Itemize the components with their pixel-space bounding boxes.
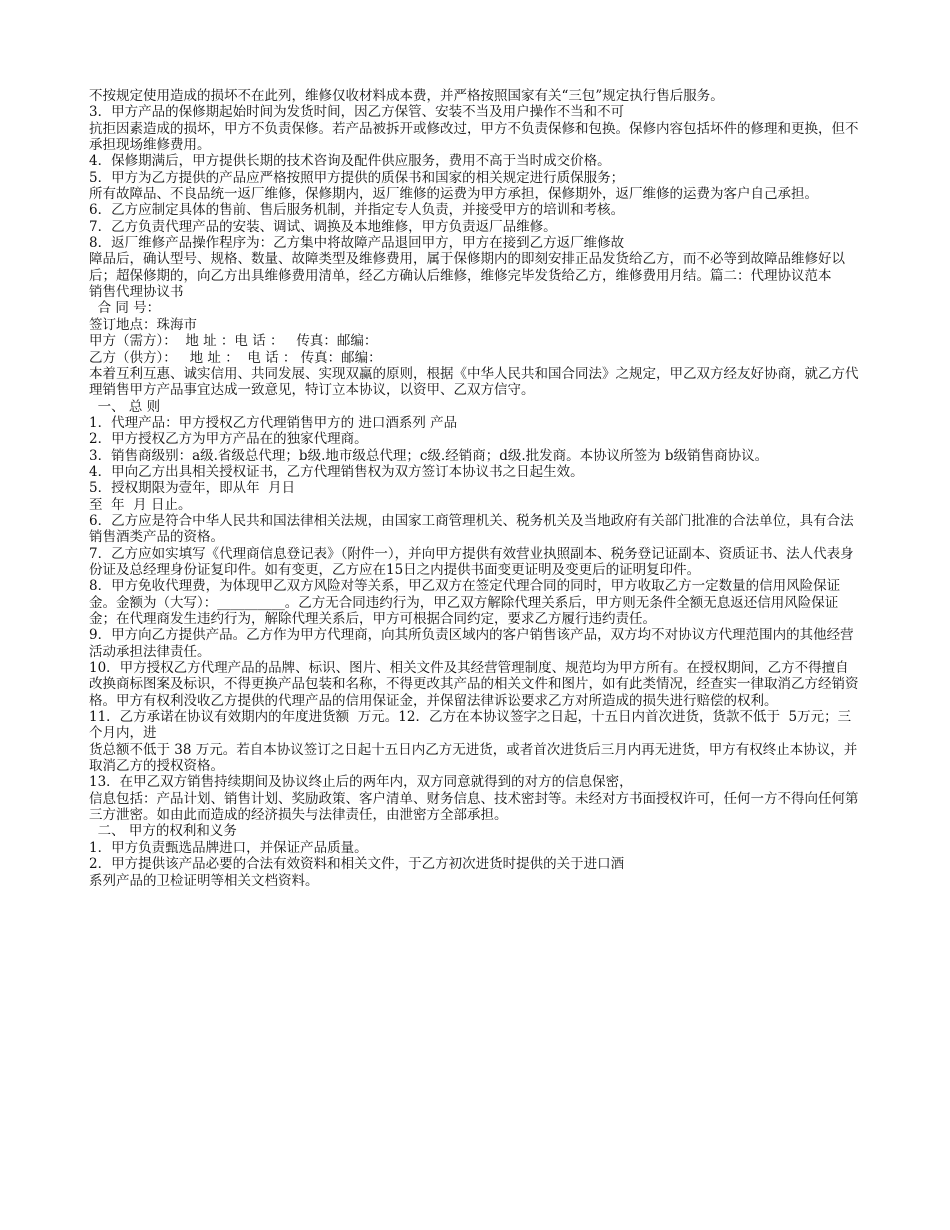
signing-location: 签订地点：珠海市: [89, 316, 197, 333]
clause: 4．甲向乙方出具相关授权证书，乙方代理销售权为双方签订本协议书之日起生效。: [89, 463, 584, 480]
clause: 11．乙方承诺在协议有效期内的年度进货额 万元。12．乙方在本协议签字之日起，十五日内首次进货，货款不低于 5万元；三个月内，进: [89, 709, 852, 742]
text-line: 抗拒因素造成的损坏，甲方不负责保修。若产品被拆开或修改过，甲方不负责保修和包换。保修内容包括坏件的修理和更换，但不承担现场维修费用。: [89, 120, 859, 154]
clause: 9．甲方向乙方提供产品。乙方作为甲方代理商，向其所负责区域内的客户销售该产品，双方均不对协议方代理范围内的其他经营活动承担法律责任。: [89, 627, 854, 660]
party-b-info: 乙方（供方）： 地 址 ： 电 话 ： 传真：邮编：: [89, 349, 382, 366]
text-line: 4．保修期满后，甲方提供长期的技术咨询及配件供应服务，费用不高于当时成交价格。: [89, 153, 611, 170]
preamble: 本着互利互惠、诚实信用、共同发展、实现双赢的原则，根据《中华人民共和国合同法》之规定，甲乙双方经友好协商，就乙方代理销售甲方产品事宜达成一致意见，特订立本协议，以资甲、乙双方信守。: [89, 365, 859, 399]
text-line: 障品后，确认型号、规格、数量、故障类型及维修费用，属于保修期内的即刻安排正品发货给乙方，而不必等到故障品维修好以后；超保修期的，向乙方出具维修费用清单，经乙方确认后维修，维修完毕发货给乙方，维修费用月结。篇二：代理协议范本: [89, 251, 845, 284]
clause: 货总额不低于 38 万元。若自本协议签订之日起十五日内乙方无进货，或者首次进货后三月内再无进货，甲方有权终止本协议，并取消乙方的授权资格。: [89, 741, 858, 775]
text-line: 所有故障品、不良品统一返厂维修，保修期内，返厂维修的运费为甲方承担，保修期外，返厂维修的运费为客户自己承担。: [89, 186, 818, 203]
text-line: 7．乙方负责代理产品的安装、调试、调换及本地维修，甲方负责返厂品维修。: [89, 218, 557, 235]
text-line: 8．返厂维修产品操作程序为：乙方集中将故障产品退回甲方，甲方在接到乙方返厂维修故: [89, 235, 625, 252]
document-title: 销售代理协议书: [89, 284, 184, 301]
clause: 至 年 月 日止。: [89, 496, 192, 513]
clause: 6．乙方应是符合中华人民共和国法律相关法规，由国家工商管理机关、税务机关及当地政府有关部门批准的合法单位，具有合法销售酒类产品的资格。: [89, 512, 854, 546]
document-body: [89, 88, 861, 889]
clause: 1．代理产品：甲方授权乙方代理销售甲方的 进口酒系列 产品: [89, 414, 458, 431]
text-line: 不按规定使用造成的损坏不在此列，维修仅收材料成本费，并严格按照国家有关“三包”规定执行售后服务。: [89, 88, 724, 104]
clause: 1．甲方负责甄选品牌进口，并保证产品质量。: [89, 839, 368, 856]
clause: 5．授权期限为壹年，即从年 月日: [89, 480, 296, 497]
clause: 7．乙方应如实填写《代理商信息登记表》（附件一），并向甲方提供有效营业执照副本、税务登记证副本、资质证书、法人代表身份证及总经理身份证复印件。如有变更，乙方应在15日之内提供书面变更证明及变更后的证明复印件。: [89, 545, 854, 578]
section-heading-party-a-rights: 二、 甲方的权利和义务: [89, 823, 237, 840]
section-heading-general: 一、 总 则: [89, 398, 161, 415]
clause: 2．甲方授权乙方为甲方产品在的独家代理商。: [89, 431, 368, 448]
clause: 3．销售商级别：a级.省级总代理；b级.地市级总代理；c级.经销商；d级.批发商。本协议所签为 b级销售商协议。: [89, 447, 769, 464]
text-line: 5．甲方为乙方提供的产品应严格按照甲方提供的质保书和国家的相关规定进行质保服务；: [89, 169, 625, 186]
contract-number: 合 同 号：: [89, 300, 161, 317]
party-a-info: 甲方（需方）： 地 址 ：电 话 ： 传真：邮编：: [89, 333, 378, 350]
clause: 信息包括：产品计划、销售计划、奖励政策、客户清单、财务信息、技术密封等。未经对方书面授权许可，任何一方不得向任何第三方泄密。如由此而造成的经济损失与法律责任，由泄密方全部承担。: [89, 790, 859, 824]
text-line: 3．甲方产品的保修期起始时间为发货时间，因乙方保管、安装不当及用户操作不当和不可: [89, 104, 625, 121]
text-line: 6．乙方应制定具体的售前、售后服务机制，并指定专人负责，并接受甲方的培训和考核。: [89, 202, 625, 219]
clause: 8．甲方免收代理费，为体现甲乙双方风险对等关系，甲乙双方在签定代理合同的同时，甲方收取乙方一定数量的信用风险保证金。金额为（大写）：__________。乙方无合同违约行为，甲乙双方解除代理关系后，甲方则无条件全额无息返还信用风险保证金；在代理商发生违约行为，解除代理关系后，甲方可根据合同约定，要求乙方履行违约责任。: [89, 578, 841, 627]
clause: 10．甲方授权乙方代理产品的品牌、标识、图片、相关文件及其经营管理制度、规范均为甲方所有。在授权期间，乙方不得擅自改换商标图案及标识，不得更换产品包装和名称，不得更改其产品的相关文件和图片，如有此类情况，经查实一律取消乙方经销资格。甲方有权利没收乙方提供的代理产品的信用保证金，并保留法律诉讼要求乙方对所造成的损失进行赔偿的权利。: [89, 660, 859, 709]
clause: 2．甲方提供该产品必要的合法有效资料和相关文件，于乙方初次进货时提供的关于进口酒: [89, 856, 625, 873]
clause: 系列产品的卫检证明等相关文档资料。: [89, 872, 319, 889]
clause: 13．在甲乙双方销售持续期间及协议终止后的两年内，双方同意就得到的对方的信息保密，: [89, 774, 633, 791]
